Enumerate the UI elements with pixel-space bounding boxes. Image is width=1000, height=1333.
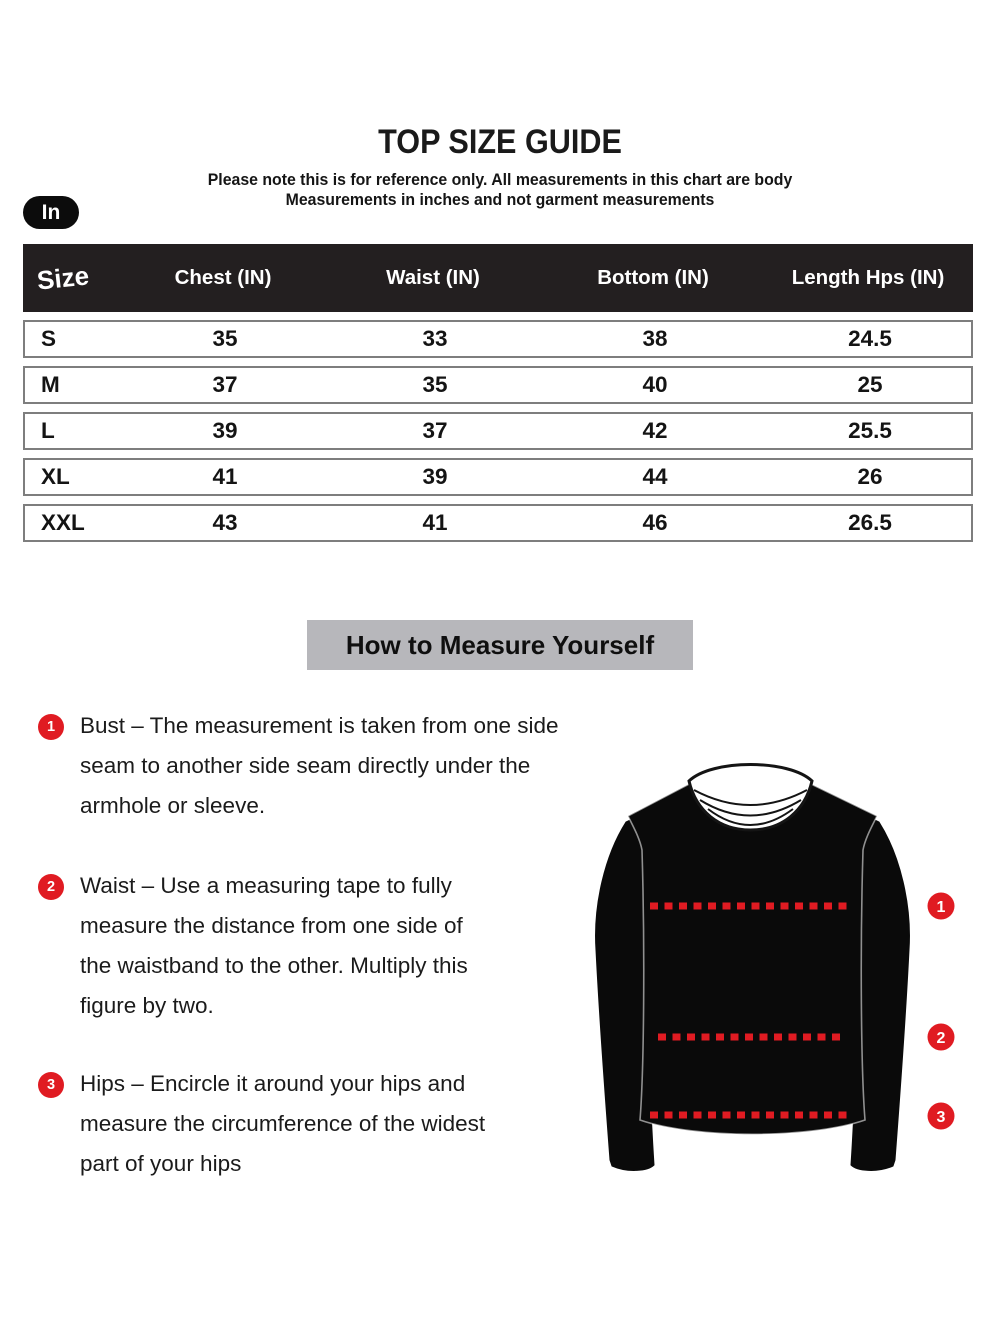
step-number-badge: 1 bbox=[38, 714, 64, 740]
table-row bbox=[23, 412, 973, 450]
table-row bbox=[23, 366, 973, 404]
waist-marker-number: 2 bbox=[936, 1030, 946, 1047]
value-cell: 39 bbox=[422, 464, 448, 489]
value-cell: 46 bbox=[642, 510, 668, 535]
value-cell: 39 bbox=[212, 418, 238, 443]
unit-badge bbox=[23, 196, 79, 229]
value-cell: 43 bbox=[212, 510, 238, 535]
table-row bbox=[23, 458, 973, 496]
column-header: Bottom (IN) bbox=[597, 266, 709, 289]
instruction-item bbox=[38, 866, 468, 1026]
column-header: Size bbox=[35, 259, 91, 296]
size-cell: M bbox=[41, 372, 60, 397]
unit-badge-label: In bbox=[41, 200, 61, 224]
step-number-badge: 3 bbox=[38, 1072, 64, 1098]
value-cell: 44 bbox=[642, 464, 668, 489]
value-cell: 40 bbox=[642, 372, 668, 397]
value-cell: 25 bbox=[857, 372, 883, 397]
table-row bbox=[23, 320, 973, 358]
instruction-item bbox=[38, 1064, 485, 1184]
measure-heading-label: How to Measure Yourself bbox=[345, 629, 655, 660]
instruction-item bbox=[38, 706, 559, 826]
size-cell: XL bbox=[41, 464, 70, 489]
size-table-header bbox=[23, 244, 973, 312]
subtitle-line-2: Measurements in inches and not garment measurements bbox=[285, 191, 715, 209]
column-header: Waist (IN) bbox=[386, 266, 480, 289]
instruction-text: Waist – Use a measuring tape to fully measure the distance from one side of the waistband to the other. Multiply this figure by two. bbox=[80, 873, 468, 1018]
instruction-text: Bust – The measurement is taken from one side seam to another side seam directly under the armhole or sleeve. bbox=[80, 713, 559, 818]
measure-heading-banner bbox=[307, 620, 693, 670]
hips-marker-number: 3 bbox=[936, 1109, 946, 1126]
size-table-body bbox=[23, 320, 973, 542]
value-cell: 37 bbox=[422, 418, 448, 443]
size-cell: XXL bbox=[41, 510, 85, 535]
value-cell: 41 bbox=[422, 510, 448, 535]
bust-marker-number: 1 bbox=[936, 899, 946, 916]
size-cell: S bbox=[41, 326, 57, 351]
value-cell: 26.5 bbox=[848, 510, 892, 535]
value-cell: 24.5 bbox=[848, 326, 892, 351]
table-row bbox=[23, 504, 973, 542]
column-header: Chest (IN) bbox=[174, 266, 272, 289]
column-header: Length Hps (IN) bbox=[791, 266, 945, 289]
step-number-badge: 2 bbox=[38, 874, 64, 900]
subtitle bbox=[20, 170, 980, 210]
size-cell: L bbox=[41, 418, 55, 443]
value-cell: 37 bbox=[212, 372, 238, 397]
value-cell: 35 bbox=[422, 372, 448, 397]
page-title: TOP SIZE GUIDE bbox=[378, 123, 622, 161]
value-cell: 41 bbox=[212, 464, 238, 489]
subtitle-line-1: Please note this is for reference only. All measurements in this chart are body bbox=[207, 171, 793, 189]
value-cell: 26 bbox=[857, 464, 883, 489]
value-cell: 42 bbox=[642, 418, 668, 443]
shirt-illustration bbox=[560, 740, 1000, 1190]
instruction-text: Hips – Encircle it around your hips and measure the circumference of the widest part of your hips bbox=[80, 1071, 486, 1176]
shirt-diagram bbox=[560, 740, 1000, 1190]
value-cell: 25.5 bbox=[848, 418, 892, 443]
size-table bbox=[23, 244, 973, 542]
value-cell: 38 bbox=[642, 326, 668, 351]
value-cell: 33 bbox=[422, 326, 448, 351]
value-cell: 35 bbox=[212, 326, 238, 351]
